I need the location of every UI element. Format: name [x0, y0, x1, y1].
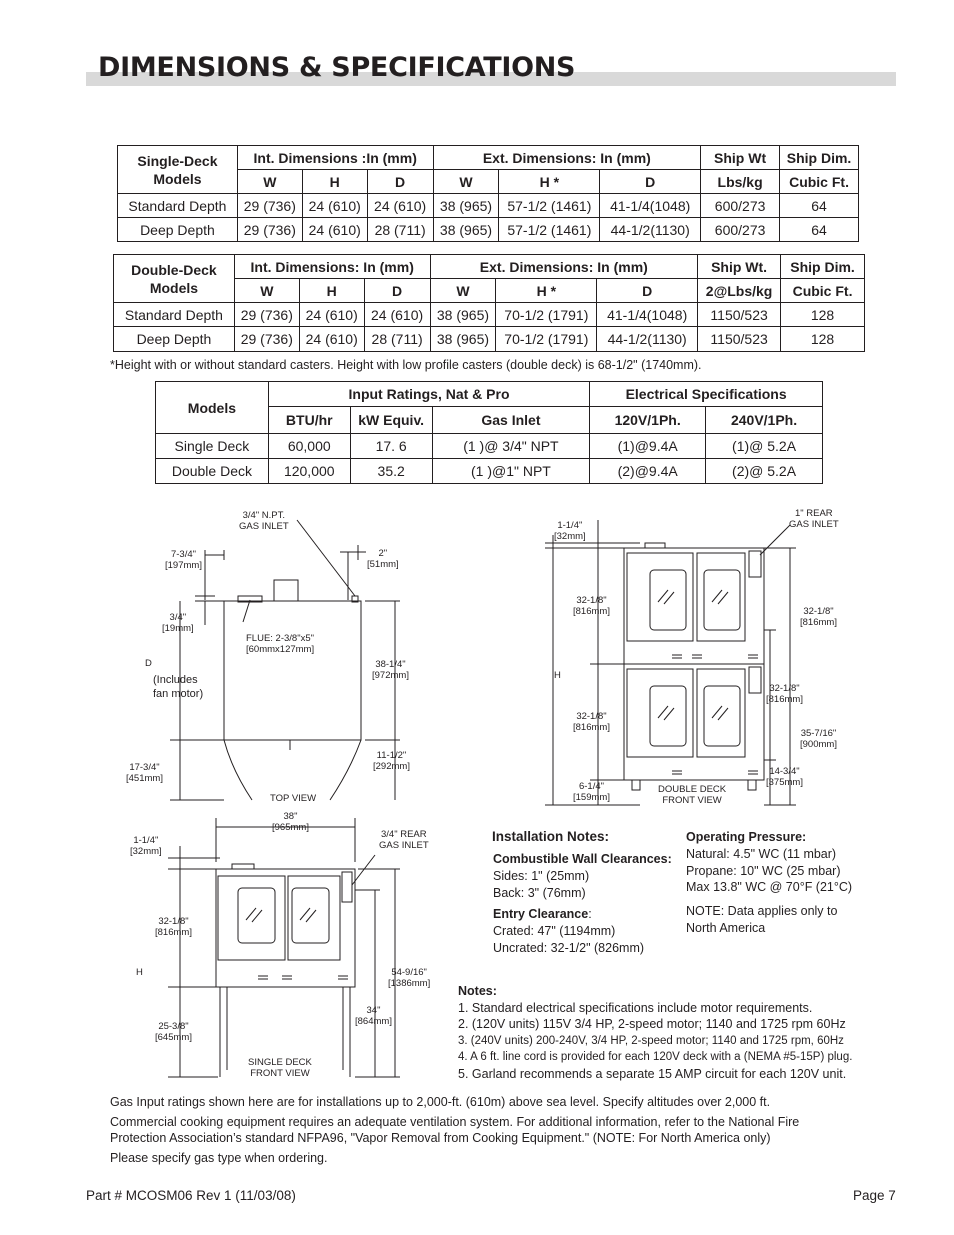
- top-h1-label: 38-1/4" [972mm]: [372, 659, 409, 681]
- single-deck-front-drawing: [168, 818, 400, 1077]
- dd-h-letter: H: [554, 670, 561, 681]
- dd-lower-label: 32-1/8" [816mm]: [573, 711, 610, 733]
- table-cell: 24 (610): [302, 194, 367, 218]
- part-number: Part # MCOSM06 Rev 1 (11/03/08): [86, 1188, 296, 1203]
- table-cell: 128: [781, 327, 865, 352]
- table-cell: 28 (711): [367, 218, 433, 242]
- subheader: 2@Lbs/kg: [698, 279, 781, 303]
- dd-top-label: 1-1/4" [32mm]: [554, 520, 586, 542]
- table-cell: (1 )@1" NPT: [432, 459, 590, 484]
- subheader: W: [430, 279, 496, 303]
- electrical-header: Electrical Specifications: [590, 382, 823, 407]
- table-cell: (2)@9.4A: [590, 459, 706, 484]
- table-cell: 41-1/4(1048): [600, 194, 701, 218]
- subheader: D: [597, 279, 698, 303]
- sd-top-label: 1-1/4" [32mm]: [130, 835, 162, 857]
- north-america-note: NOTE: Data applies only to North America: [686, 904, 838, 935]
- table-cell: Double Deck: [156, 459, 269, 484]
- table-cell: 60,000: [268, 434, 350, 459]
- table-cell: 44-1/2(1130): [597, 327, 698, 352]
- natural-pressure: Natural: 4.5" WC (11 mbar): [686, 847, 837, 861]
- table-cell: 29 (736): [234, 303, 299, 327]
- table-cell: 17. 6: [350, 434, 432, 459]
- table-cell: 24 (610): [299, 327, 364, 352]
- sd-caption: SINGLE DECK FRONT VIEW: [248, 1057, 312, 1079]
- top-d-letter: D: [145, 658, 152, 669]
- top-view-caption: TOP VIEW: [270, 793, 317, 804]
- top-view-drawing: [170, 520, 400, 800]
- table-cell: 128: [781, 303, 865, 327]
- entry-title-text: Entry Clearance: [493, 907, 589, 921]
- ext-dimensions-header: Ext. Dimensions: In (mm): [433, 146, 701, 170]
- table-cell: 64: [780, 194, 859, 218]
- table-cell: 24 (610): [299, 303, 364, 327]
- gas-type-paragraph: Please specify gas type when ordering.: [110, 1151, 328, 1165]
- subheader: Gas Inlet: [432, 407, 590, 434]
- table-cell: Deep Depth: [118, 218, 238, 242]
- page-number: Page 7: [853, 1188, 896, 1203]
- table-cell: Standard Depth: [118, 194, 238, 218]
- table-cell: 28 (711): [364, 327, 430, 352]
- note-item: 2. (120V units) 115V 3/4 HP, 2-speed motor; 1140 and 1725 rpm 60Hz: [458, 1017, 846, 1031]
- dd-caption: DOUBLE DECK FRONT VIEW: [658, 784, 727, 806]
- sd-upper-label: 32-1/8" [816mm]: [155, 916, 192, 938]
- combustible-title: Combustible Wall Clearances:: [493, 852, 672, 866]
- subheader: D: [600, 170, 701, 194]
- note-item: 5. Garland recommends a separate 15 AMP circuit for each 120V unit.: [458, 1066, 847, 1081]
- models-header: Models: [156, 382, 269, 434]
- sd-lower-label: 25-3/8" [645mm]: [155, 1021, 192, 1043]
- subheader: H: [299, 279, 364, 303]
- table-cell: Single Deck: [156, 434, 269, 459]
- ship-wt-header: Ship Wt.: [698, 255, 781, 279]
- subheader: 120V/1Ph.: [590, 407, 706, 434]
- table-cell: 57-1/2 (1461): [499, 194, 600, 218]
- table-cell: 29 (736): [237, 194, 302, 218]
- sd-width-label: 38" [965mm]: [272, 811, 309, 833]
- max-pressure: Max 13.8" WC @ 70°F (21°C): [686, 880, 853, 894]
- subheader: W: [433, 170, 499, 194]
- uncrated-clearance: Uncrated: 32-1/2" (826mm): [493, 941, 645, 955]
- subheader: Lbs/kg: [701, 170, 780, 194]
- back-clearance: Back: 3" (76mm): [493, 886, 586, 900]
- table-cell: 38 (965): [430, 303, 496, 327]
- sd-inlet-height-label: 34" [864mm]: [355, 1005, 392, 1027]
- notes-block: [458, 983, 852, 1082]
- table-cell: (1 )@ 3/4" NPT: [432, 434, 590, 459]
- sd-rear-inlet-label: 3/4" REAR GAS INLET: [379, 829, 429, 851]
- subheader: W: [234, 279, 299, 303]
- top-flue-label: FLUE: 2-3/8"x5" [60mmx127mm]: [246, 633, 315, 655]
- sides-clearance: Sides: 1" (25mm): [493, 869, 590, 883]
- table-cell: 70-1/2 (1791): [496, 303, 597, 327]
- table-cell: 44-1/2(1130): [600, 218, 701, 242]
- table-cell: Deep Depth: [114, 327, 235, 352]
- table-cell: 38 (965): [430, 327, 496, 352]
- top-h3-label: 11-1/2" [292mm]: [373, 750, 410, 772]
- subheader: Cubic Ft.: [781, 279, 865, 303]
- subheader: Cubic Ft.: [780, 170, 859, 194]
- ship-dim-header: Ship Dim.: [781, 255, 865, 279]
- subheader: D: [364, 279, 430, 303]
- dd-leg-label: 6-1/4" [159mm]: [573, 781, 610, 803]
- top-gas-inlet-label: 3/4" N.PT. GAS INLET: [239, 510, 289, 532]
- dd-rear-inlet-label: 1" REAR GAS INLET: [789, 508, 839, 530]
- int-dimensions-header: Int. Dimensions: In (mm): [234, 255, 430, 279]
- ship-wt-header: Ship Wt: [701, 146, 780, 170]
- input-ratings-header: Input Ratings, Nat & Pro: [268, 382, 589, 407]
- table-cell: Standard Depth: [114, 303, 235, 327]
- table-cell: 24 (610): [367, 194, 433, 218]
- ship-dim-header: Ship Dim.: [780, 146, 859, 170]
- table-cell: 120,000: [268, 459, 350, 484]
- table-cell: 35.2: [350, 459, 432, 484]
- top-w2-label: 2" [51mm]: [367, 548, 399, 570]
- table-cell: 29 (736): [237, 218, 302, 242]
- dd-r3-label: 35-7/16" [900mm]: [800, 728, 837, 750]
- entry-colon: :: [588, 907, 592, 921]
- table-cell: 64: [780, 218, 859, 242]
- table-cell: 24 (610): [302, 218, 367, 242]
- pressure-title: Operating Pressure:: [686, 830, 807, 844]
- crated-clearance: Crated: 47" (1194mm): [493, 924, 616, 938]
- subheader: D: [367, 170, 433, 194]
- subheader: H *: [499, 170, 600, 194]
- int-dimensions-header: Int. Dimensions :In (mm): [237, 146, 433, 170]
- dd-r4-label: 14-3/4" [375mm]: [766, 766, 803, 788]
- table-cell: 1150/523: [698, 303, 781, 327]
- dd-upper-label: 32-1/8" [816mm]: [573, 595, 610, 617]
- subheader: H: [302, 170, 367, 194]
- ext-dimensions-header: Ext. Dimensions: In (mm): [430, 255, 698, 279]
- top-h2-label: 17-3/4" [451mm]: [126, 762, 163, 784]
- table-cell: 41-1/4(1048): [597, 303, 698, 327]
- subheader: BTU/hr: [268, 407, 350, 434]
- top-includes-label: (Includes fan motor): [153, 674, 204, 700]
- installation-title: Installation Notes:: [492, 829, 610, 844]
- top-w1-label: 7-3/4" [197mm]: [165, 549, 202, 571]
- note-item: 3. (240V units) 200-240V, 3/4 HP, 2-speed motor; 1140 and 1725 rpm, 60Hz: [458, 1034, 844, 1047]
- table-cell: 57-1/2 (1461): [499, 218, 600, 242]
- subheader: 240V/1Ph.: [706, 407, 823, 434]
- page-title: DIMENSIONS & SPECIFICATIONS: [98, 52, 576, 83]
- sd-overall-label: 54-9/16" [1386mm]: [388, 967, 431, 989]
- table-cell: 600/273: [701, 194, 780, 218]
- notes-title: Notes:: [458, 984, 497, 998]
- subheader: W: [237, 170, 302, 194]
- height-footnote: *Height with or without standard casters. Height with low profile casters (double deck) is 68-1/2" (1740mm).: [110, 358, 702, 372]
- propane-pressure: Propane: 10" WC (25 mbar): [686, 864, 841, 878]
- table-cell: (2)@ 5.2A: [706, 459, 823, 484]
- models-header: Double-Deck Models: [114, 255, 235, 303]
- table-cell: 1150/523: [698, 327, 781, 352]
- entry-clearance-title: [493, 906, 592, 923]
- note-item: 4. A 6 ft. line cord is provided for each 120V deck with a (NEMA #5-15P) plug.: [458, 1051, 853, 1063]
- table-cell: 29 (736): [234, 327, 299, 352]
- altitude-paragraph: Gas Input ratings shown here are for installations up to 2,000-ft. (610m) above sea level. Specify altitudes over 2,000 ft.: [110, 1095, 771, 1109]
- top-d1-label: 3/4" [19mm]: [162, 612, 194, 634]
- table-cell: (1)@ 5.2A: [706, 434, 823, 459]
- dd-r1-label: 32-1/8" [816mm]: [800, 606, 837, 628]
- ventilation-paragraph: Commercial cooking equipment requires an adequate ventilation system. For additional information, refer to the National Fire Protection Association’s standard NFPA96, "Vapor Removal from Cooking Equipment." (NOTE: For North America only): [110, 1115, 800, 1145]
- note-item: 1. Standard electrical specifications include motor requirements.: [458, 1000, 813, 1015]
- table-cell: 600/273: [701, 218, 780, 242]
- subheader: H *: [496, 279, 597, 303]
- double-deck-front-drawing: [545, 520, 796, 805]
- table-cell: 24 (610): [364, 303, 430, 327]
- models-header: Single-Deck Models: [118, 146, 238, 194]
- table-cell: 38 (965): [433, 218, 499, 242]
- table-cell: 38 (965): [433, 194, 499, 218]
- table-cell: 70-1/2 (1791): [496, 327, 597, 352]
- table-cell: (1)@9.4A: [590, 434, 706, 459]
- subheader: kW Equiv.: [350, 407, 432, 434]
- dd-r2-label: 32-1/8" [816mm]: [766, 683, 803, 705]
- sd-h-letter: H: [136, 967, 143, 978]
